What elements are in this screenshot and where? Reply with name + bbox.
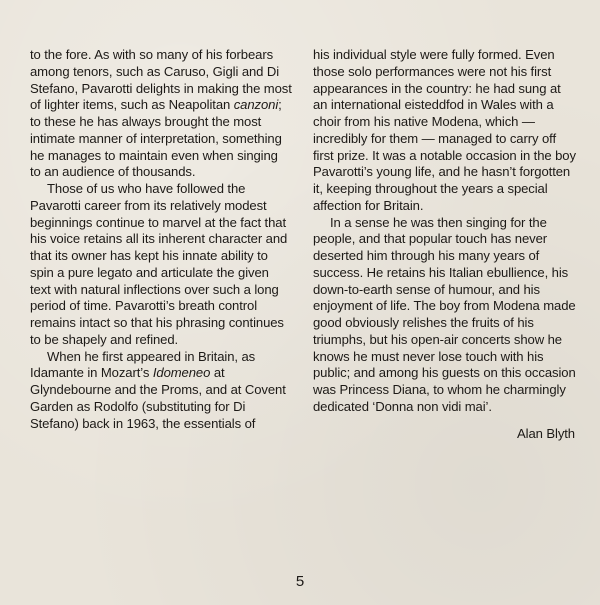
page-number: 5 <box>295 573 305 590</box>
left-text-column <box>30 47 292 432</box>
paragraph <box>313 215 577 416</box>
paragraph-text: to the fore. As with so many of his forbears among tenors, such as Caruso, Gigli and Di Stefano, Pavarotti delights in making the most of lighter items, such as Neapolitan <box>30 47 292 113</box>
italic-title-text: canzoni <box>233 97 279 113</box>
paragraph-text: In a sense he was then singing for the people, and that popular touch has never deserted him through his many years of success. He retains his Italian ebullience, his down-to-earth sense of humour, and his enjoyment of life. The boy from Modena made good obviously relishes the fruits of his triumphs, but his open-air concerts show he knows he must never lose touch with his public; and among his guests on this occasion was Princess Diana, to whom he charmingly dedicated ‘Donna non vidi mai’. <box>313 214 576 414</box>
italic-title-text: Idomeneo <box>152 365 211 381</box>
paragraph-text: at Glyndebourne and the Proms, and at Covent Garden as Rodolfo (substituting for Di Stefano) back in 1963, the essentials of <box>30 365 286 431</box>
paragraph-text: When he first appeared in Britain, as Idamante in Mozart’s <box>30 348 256 381</box>
paragraph <box>30 349 292 433</box>
right-text-column <box>313 47 577 442</box>
author-signature: Alan Blyth <box>517 425 575 441</box>
paragraph <box>30 47 292 181</box>
paragraph-text: his individual style were fully formed. Even those solo performances were not his first appearances in the country: he had sung at an international eisteddfod in Wales with a choir from his native Modena, which — incredibly for them — managed to carry off first prize. It was a notable occasion in the boy Pavarotti’s young life, and he hasn’t forgotten it, keeping throughout the years a special affection for Britain. <box>313 47 576 213</box>
paragraph-text: Those of us who have followed the Pavarotti career from its relatively modest beginnings continue to marvel at the fact that his voice retains all its inherent character and that its owner has kept his innate ability to spin a pure legato and articulate the given text with natural inflections over such a long period of time. Pavarotti’s breath control remains intact so that his phrasing continues to be shapely and refined. <box>30 181 288 347</box>
paragraph <box>30 181 292 349</box>
paragraph <box>313 47 577 215</box>
right-paragraphs <box>313 47 577 416</box>
paragraph-text: ; to these he has always brought the most intimate manner of interpretation, something he manages to maintain even when singing to an audience of thousands. <box>30 97 282 180</box>
